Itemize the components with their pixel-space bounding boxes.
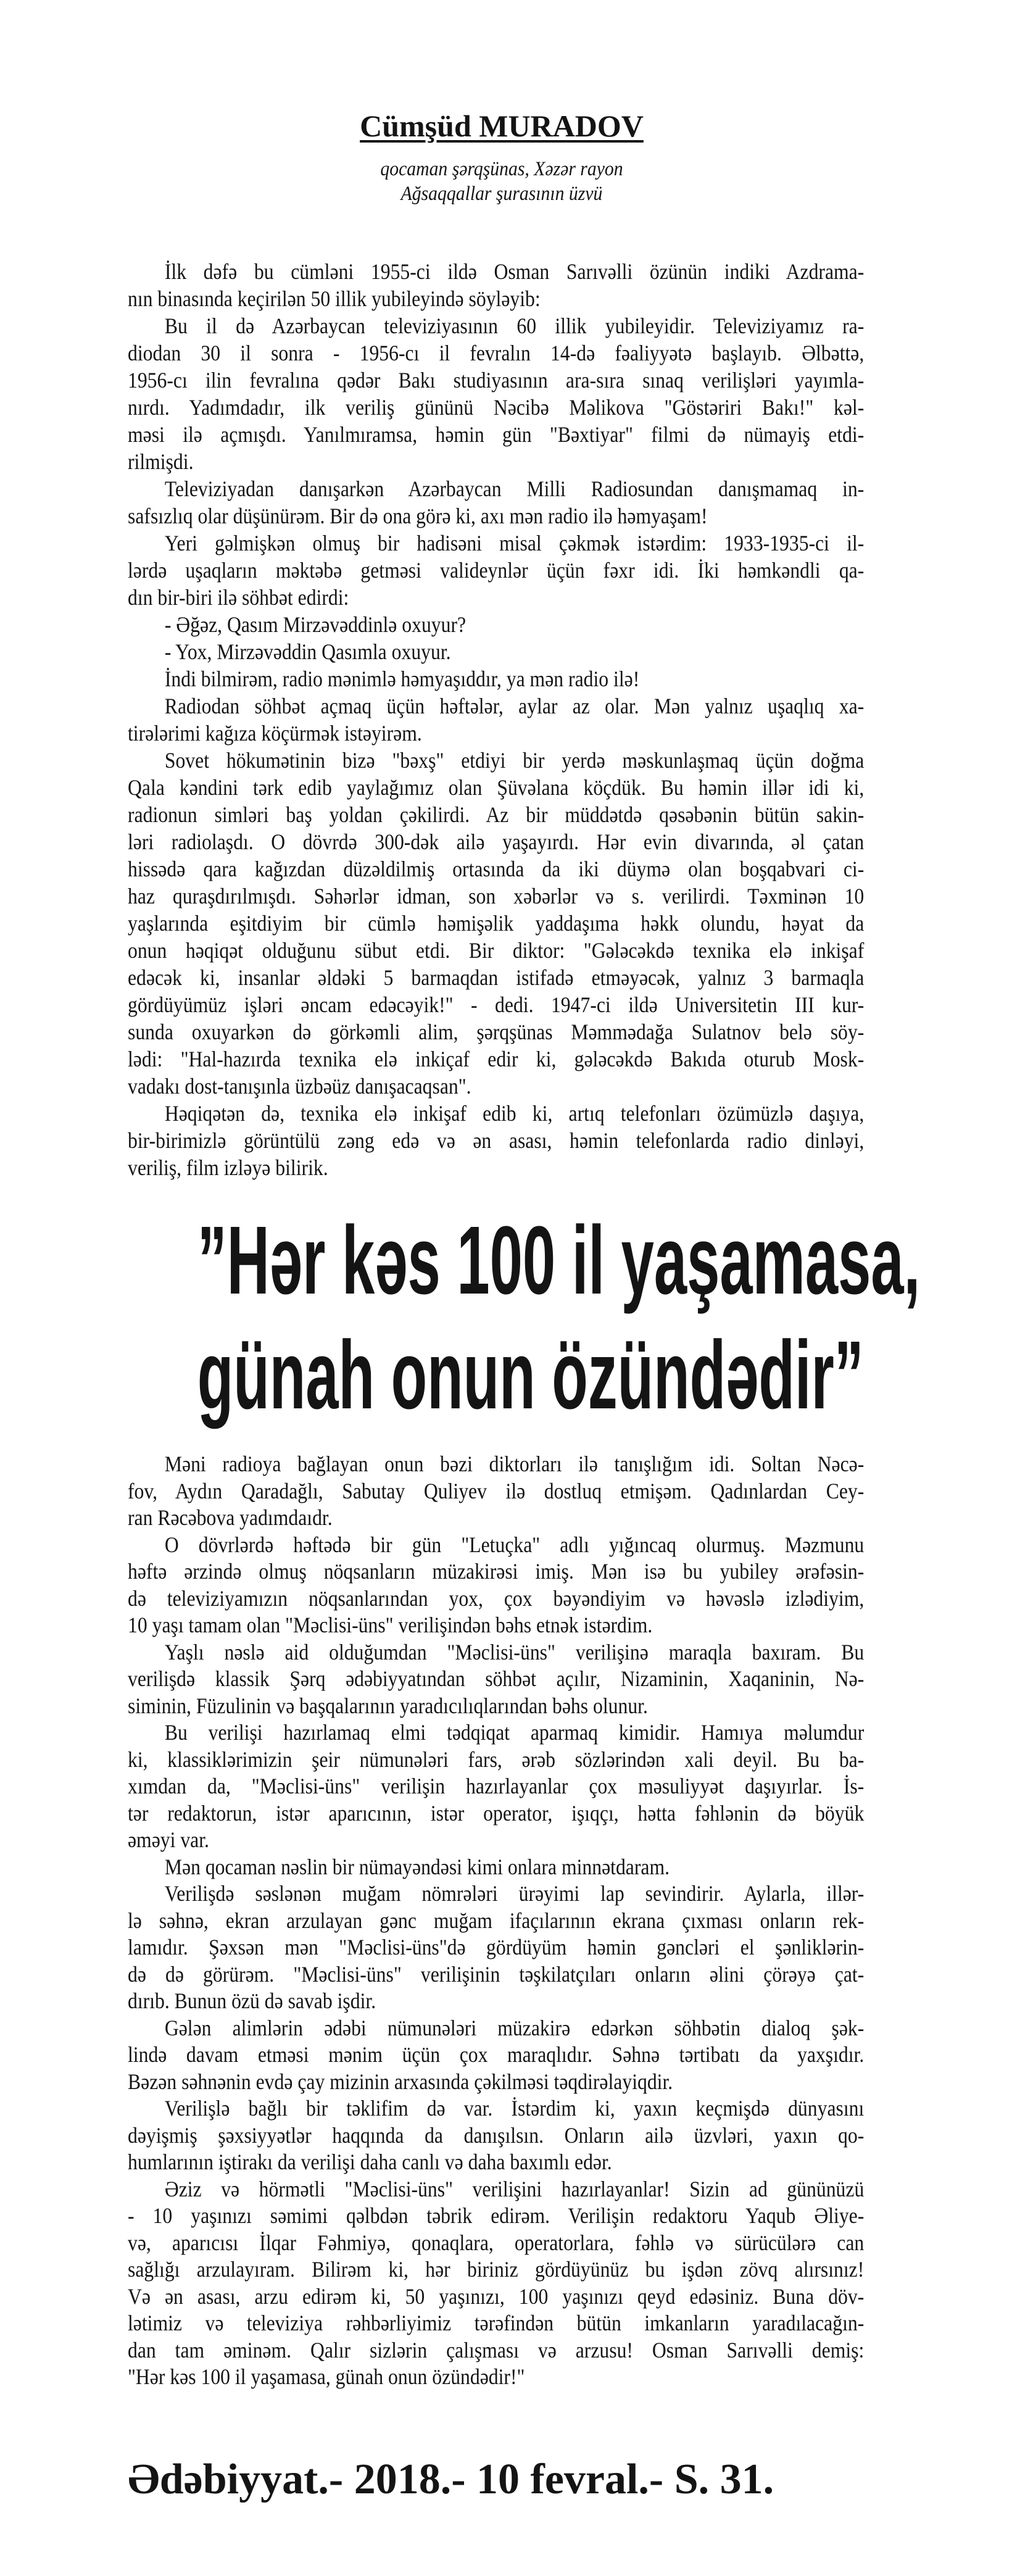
text-line: lə səhnə, ekran arzulayan gənc muğam ifaçılarının ekrana çıxması onların rek- bbox=[128, 1908, 865, 1933]
paragraph bbox=[128, 1854, 864, 1881]
text-line: gördüyümüz işləri əncam edəcəyik!" - dedi. 1947-ci ildə Universitetin III kur- bbox=[128, 992, 865, 1017]
author-description-line: Ağsaqqallar şurasının üzvü bbox=[400, 183, 603, 205]
text-line: sunda oxuyarkən də görkəmli alim, şərqşünas Məmmədağa Sulatnov belə söy- bbox=[128, 1020, 865, 1044]
text-line: dın bir-biri ilə söhbət edirdi: bbox=[128, 585, 349, 610]
text-line: Bu verilişi hazırlamaq elmi tədqiqat aparmaq kimidir. Hamıya məlumdur bbox=[164, 1720, 865, 1745]
paragraph bbox=[128, 611, 864, 638]
text-line: Həqiqətən də, texnika elə inkişaf edib ki, artıq telefonları özümüzlə daşıya, bbox=[164, 1101, 865, 1126]
paragraph bbox=[128, 1100, 864, 1181]
text-line: Yeri gəlmişkən olmuş bir hadisəni misal çəkmək istərdim: 1933-1935-ci il- bbox=[164, 531, 865, 555]
text-line: lədi: "Hal-hazırda texnika elə inkiçaf edir ki, gələcəkdə Bakıda oturub Mosk- bbox=[128, 1047, 865, 1071]
text-line: ləri radiolaşdı. O dövrdə 300-dək ailə yaşayırdı. Hər evin divarında, əl çatan bbox=[128, 829, 865, 854]
text-line: Televiziyadan danışarkən Azərbaycan Milli Radiosundan danışmamaq in- bbox=[164, 476, 865, 501]
text-line: - Əğəz, Qasım Mirzəvəddinlə oxuyur? bbox=[164, 612, 467, 637]
text-line: 1956-cı ilin fevralına qədər Bakı studiyasının ara-sıra sınaq verilişləri yayımla- bbox=[128, 368, 865, 393]
text-line: humlarının iştirakı da verilişi daha canlı və daha baxımlı edər. bbox=[128, 2150, 612, 2174]
paragraph bbox=[128, 530, 864, 611]
text-line: həftə ərzində olmuş nöqsanların müzakirəsi imiş. Mən isə bu yubiley ərəfəsin- bbox=[128, 1559, 865, 1584]
text-line: verilişdə klassik Şərq ədəbiyyatından söhbət açılır, Nizaminin, Xaqaninin, Nə- bbox=[128, 1666, 865, 1691]
text-line: nırdı. Yadımdadır, ilk veriliş gününü Nəcibə Məlikova "Göstəriri Bakı!" kəl- bbox=[128, 395, 865, 420]
text-line: Verilişdə səslənən muğam nömrələri ürəyimi lap sevindirir. Aylarla, illər- bbox=[164, 1881, 865, 1906]
text-line: tirələrimi kağıza köçürmək istəyirəm. bbox=[128, 721, 422, 746]
text-line: lində davam etməsi mənim üçün çox maraqlıdır. Səhnə tərtibatı da yaxşıdır. bbox=[128, 2042, 865, 2067]
text-line: lətimiz və televiziya rəhbərliyimiz tərəfindən bütün imkanların yaradılacağın- bbox=[128, 2311, 865, 2335]
text-line: O dövrlərdə həftədə bir gün "Letuçka" adlı yığıncaq olurmuş. Məzmunu bbox=[164, 1532, 865, 1557]
text-line: nın binasında keçirilən 50 illik yubileyində söyləyib: bbox=[128, 286, 541, 311]
text-line: tər redaktorun, istər aparıcının, istər operator, işıqçı, hətta fəhlənin də böyük bbox=[128, 1800, 865, 1826]
text-line: İndi bilmirəm, radio mənimlə həmyaşıddır, ya mən radio ilə! bbox=[164, 667, 640, 691]
article-body bbox=[128, 1451, 864, 2391]
article-headline bbox=[0, 1203, 1012, 1433]
text-line: Bu il də Azərbaycan televiziyasının 60 illik yubileyidir. Televiziyamız ra- bbox=[164, 314, 865, 338]
paragraph bbox=[128, 1451, 864, 1532]
paragraph bbox=[128, 1532, 864, 1639]
paragraph bbox=[128, 2095, 864, 2176]
headline-line: günah onun özündədir” bbox=[197, 1321, 864, 1429]
text-line: bir-birimizlə görüntülü zəng edə və ən asası, həmin telefonlarda radio dinləyi, bbox=[128, 1128, 865, 1153]
author-description-line: qocaman şərqşünas, Xəzər rayon bbox=[380, 158, 623, 180]
text-line: Mən qocaman nəslin bir nümayəndəsi kimi onlara minnətdaram. bbox=[164, 1854, 670, 1879]
text-line: edəcək ki, insanlar əldəki 5 barmaqdan istifadə etməyəcək, yalnız 3 barmaqla bbox=[128, 965, 865, 990]
text-line: 10 yaşı tamam olan "Məclisi-üns" verilişindən bəhs etnək istərdim. bbox=[128, 1613, 653, 1637]
text-line: vadakı dost-tanışınla üzbəüz danışacaqsan". bbox=[128, 1074, 471, 1099]
text-line: sağlığı arzulayıram. Bilirəm ki, hər biriniz gördüyünüz bu işdən zövq alırsınız! bbox=[128, 2257, 865, 2282]
text-line: ran Rəcəbova yadımdaıdr. bbox=[128, 1505, 333, 1530]
text-line: - 10 yaşınızı səmimi qəlbdən təbrik edirəm. Verilişin redaktoru Yaqub Əliye- bbox=[128, 2203, 865, 2228]
text-line: Sovet hökumətinin bizə "bəxş" etdiyi bir yerdə məskunlaşmaq üçün doğma bbox=[164, 748, 865, 773]
text-line: də də görürəm. "Məclisi-üns" verilişinin təşkilatçıları onların əlini çörəyə çat- bbox=[128, 1961, 865, 1987]
text-line: safsızlıq olar düşünürəm. Bir də ona görə ki, axı mən radio ilə həmyaşam! bbox=[128, 504, 708, 528]
text-line: siminin, Füzulinin və başqalarının yaradıcılıqlarından bəhs olunur. bbox=[128, 1693, 648, 1718]
author-byline bbox=[0, 109, 1003, 143]
text-line: də televiziyamızın nöqsanlarından yox, çox bəyəndiyim və həvəslə izlədiyim, bbox=[128, 1585, 865, 1611]
paragraph bbox=[128, 312, 864, 475]
text-line: diodan 30 il sonra - 1956-cı il fevralın 14-də fəaliyyətə başlayıb. Əlbəttə, bbox=[128, 341, 865, 365]
text-line: dırıb. Bunun özü də savab işdir. bbox=[128, 1988, 376, 2013]
paragraph bbox=[128, 638, 864, 665]
text-line: veriliş, film izləyə bilirik. bbox=[128, 1155, 328, 1180]
text-line: - Yox, Mirzəvəddin Qasımla oxuyur. bbox=[164, 639, 451, 664]
text-line: "Hər kəs 100 il yaşamasa, günah onun özündədir!" bbox=[128, 2364, 525, 2389]
source-citation: Ədəbiyyat.- 2018.- 10 fevral.- S. 31. bbox=[128, 2456, 774, 2503]
text-line: onun həqiqət olduğunu sübut etdi. Bir diktor: "Gələcəkdə texnika elə inkişaf bbox=[128, 938, 865, 963]
text-line: əməyi var. bbox=[128, 1827, 209, 1852]
text-line: ki, klassiklərimizin şeir nümunələri fars, ərəb sözlərindən xali deyil. Bu ba- bbox=[128, 1747, 865, 1772]
text-line: Yaşlı nəslə aid olduğumdan "Məclisi-üns" verilişinə maraqla baxıram. Bu bbox=[164, 1639, 865, 1664]
text-line: lərdə uşaqların məktəbə getməsi valideynlər üçün fəxr idi. İki həmkəndli qa- bbox=[128, 558, 865, 583]
text-line: Məni radioya bağlayan onun bəzi diktorları ilə tanışlığım idi. Soltan Nəcə- bbox=[164, 1452, 865, 1476]
author-name: Cümşüd MURADOV bbox=[360, 109, 644, 143]
paragraph bbox=[128, 2176, 864, 2391]
text-line: haz quraşdırılmışdı. Səhərlər idman, son xəbərlər və s. verilirdi. Təxminən 10 bbox=[128, 884, 865, 908]
text-line: və, aparıcısı İlqar Fəhmiyə, qonaqlara, operatorlara, fəhlə və sürücülərə can bbox=[128, 2230, 865, 2255]
paragraph bbox=[128, 2015, 864, 2096]
text-line: yaşlarında eşitdiyim bir cümlə həmişəlik yaddaşıma həkk olundu, həyat da bbox=[128, 911, 865, 936]
paragraph bbox=[128, 747, 864, 1100]
paragraph bbox=[128, 1719, 864, 1854]
text-line: dan tam əminəm. Qalır sizlərin çalışması və arzusu! Osman Sarıvəlli demiş: bbox=[128, 2337, 865, 2362]
text-line: İlk dəfə bu cümləni 1955-ci ildə Osman Sarıvəlli özünün indiki Azdrama- bbox=[164, 259, 865, 284]
text-line: Və ən asası, arzu edirəm ki, 50 yaşınızı, 100 yaşınızı qeyd edəsiniz. Buna döv- bbox=[128, 2283, 865, 2309]
paragraph bbox=[128, 1639, 864, 1720]
paragraph bbox=[128, 258, 864, 312]
paragraph bbox=[128, 1880, 864, 2015]
text-line: hissədə qara kağızdan düzəldilmiş ortasında da iki düymə olan boşqabvari ci- bbox=[128, 857, 865, 881]
text-line: xımdan da, "Məclisi-üns" verilişin hazırlayanlar çox məsuliyyət daşıyırlar. İs- bbox=[128, 1774, 865, 1798]
text-line: Radiodan söhbət açmaq üçün həftələr, aylar az olar. Mən yalnız uşaqlıq xa- bbox=[164, 694, 865, 718]
intro-text bbox=[128, 258, 864, 1181]
author-description bbox=[0, 157, 1003, 206]
text-line: Verilişlə bağlı bir təklifim də var. İstərdim ki, yaxın keçmişdə dünyasını bbox=[164, 2096, 865, 2121]
text-line: dəyişmiş şəxsiyyətlər haqqında da danışılsın. Onların ailə üzvləri, yaxın qo- bbox=[128, 2122, 865, 2148]
text-line: radionun simləri baş yoldan çəkilirdi. Az bir müddətdə qəsəbənin bütün sakin- bbox=[128, 802, 865, 827]
text-line: Bəzən səhnənin evdə çay mizinin arxasında çəkilməsi təqdirəlayiqdir. bbox=[128, 2069, 673, 2094]
paragraph bbox=[128, 475, 864, 530]
text-line: fov, Aydın Qaradağlı, Sabutay Quliyev ilə dostluq etmişəm. Qadınlardan Cey- bbox=[128, 1478, 865, 1503]
text-line: Gələn alimlərin ədəbi nümunələri müzakirə edərkən söhbətin dialoq şək- bbox=[164, 2015, 865, 2040]
text-line: rilmişdi. bbox=[128, 449, 194, 474]
text-line: məsi ilə açmışdı. Yanılmıramsa, həmin gün "Bəxtiyar" filmi də nümayiş etdi- bbox=[128, 422, 865, 447]
text-line: lamıdır. Şəxsən mən "Məclisi-üns"də gördüyüm həmin gəncləri el şənliklərin- bbox=[128, 1935, 865, 1959]
text-line: Əziz və hörmətli "Məclisi-üns" verilişini hazırlayanlar! Sizin ad gününüzü bbox=[164, 2176, 865, 2201]
paragraph bbox=[128, 692, 864, 747]
text-line: Qala kəndini tərk edib yaylağımız olan Şüvəlana köçdük. Bu həmin illər idi ki, bbox=[128, 775, 865, 800]
paragraph bbox=[128, 665, 864, 692]
headline-line: ”Hər kəs 100 il yaşamasa, bbox=[197, 1207, 921, 1315]
